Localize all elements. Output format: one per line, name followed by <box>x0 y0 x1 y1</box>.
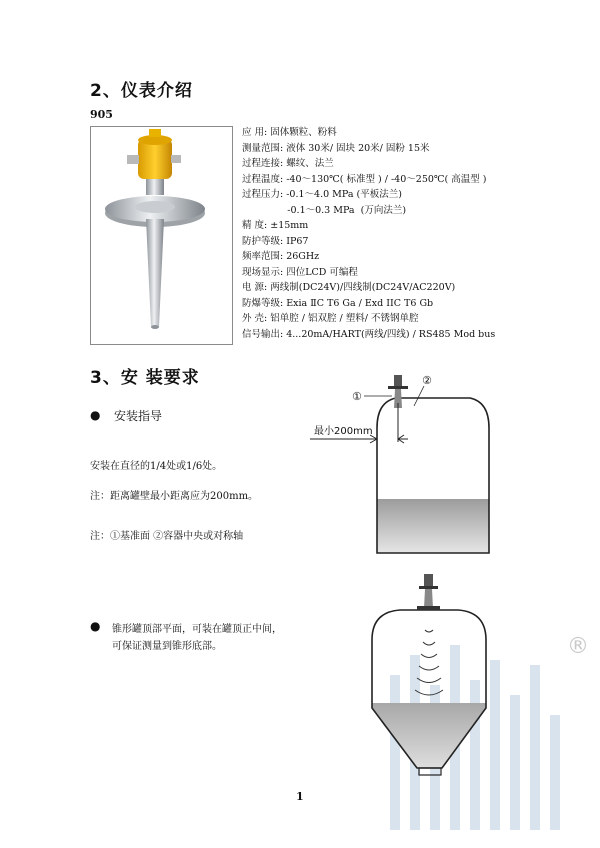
spec-row: 频率范围: 26GHz <box>242 251 320 262</box>
install-line-3: 注：①基准面 ②容器中央或对称轴 <box>90 531 244 542</box>
spec-row: 过程压力: -0.1～4.0 MPa (平板法兰) <box>242 189 402 200</box>
cone-line-1: 锥形罐顶部平面，可装在罐顶正中间， <box>112 624 282 635</box>
bullet-icon: ● <box>90 408 101 422</box>
radar-level-gauge-image <box>91 127 232 344</box>
install-subtitle: 安装指导 <box>114 409 163 423</box>
section-2-title: 2、仪表介绍 <box>90 81 193 101</box>
spec-row: 测量范围: 液体 30米/ 固块 20米/ 固粉 15米 <box>242 142 430 154</box>
radar-wave-icon <box>415 630 443 695</box>
cone-line-2: 可保证测量到锥形底部。 <box>112 641 222 652</box>
min-distance-label: 最小200mm <box>314 426 373 437</box>
liquid-fill <box>377 499 489 553</box>
spec-row: 外 壳: 铝单腔 / 铝双腔 / 塑料/ 不锈钢单腔 <box>242 313 419 324</box>
instrument-head <box>424 574 433 586</box>
cone-tank-diagram <box>345 570 505 785</box>
registered-mark-icon: ® <box>567 634 589 659</box>
product-image-frame <box>90 126 233 345</box>
bullet-icon: ● <box>90 619 101 633</box>
callout-1: ① <box>352 390 362 403</box>
spec-row: 应 用: 固体颗粒、粉料 <box>242 127 337 138</box>
model-number: 905 <box>90 108 113 121</box>
spec-row: 电 源: 两线制(DC24V)/四线制(DC24V/AC220V) <box>242 282 456 293</box>
section-3-title: 3、安 装要求 <box>90 368 200 388</box>
tank-installation-diagram <box>300 368 500 563</box>
install-line-1: 安装在直径的1/4处或1/6处。 <box>90 461 223 472</box>
spec-row: 防护等级: IP67 <box>242 235 309 247</box>
spec-row: 过程温度: -40～130℃( 标准型 ) / -40～250℃( 高温型 ) <box>242 173 487 185</box>
spec-row: 精 度: ±15mm <box>242 220 309 231</box>
spec-row: 过程连接: 螺纹、法兰 <box>242 158 334 169</box>
spec-row: -0.1～0.3 MPa (万向法兰) <box>242 204 407 216</box>
callout-2: ② <box>422 374 432 387</box>
spec-list <box>242 125 495 342</box>
spec-row: 现场显示: 四位LCD 可编程 <box>242 266 358 278</box>
spec-row: 防爆等级: Exia ⅡC T6 Ga / Exd IIC T6 Gb <box>242 297 434 309</box>
spec-row: 信号输出: 4...20mA/HART(两线/四线) / RS485 Mod bus <box>242 328 496 340</box>
install-line-2: 注：距离罐壁最小距离应为200mm。 <box>90 491 259 502</box>
page-number: 1 <box>296 790 304 803</box>
instrument-antenna <box>424 589 433 608</box>
instrument-head <box>394 375 402 386</box>
